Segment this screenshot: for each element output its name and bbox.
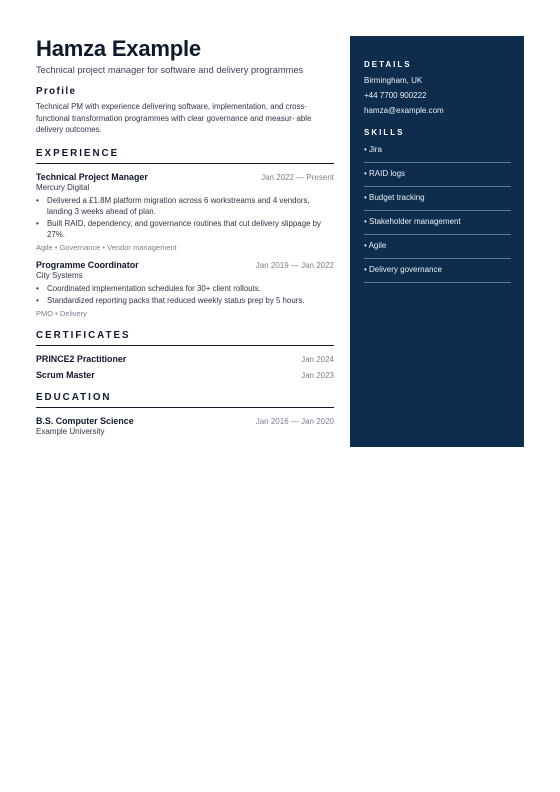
location-text: Birmingham, UK — [364, 76, 423, 85]
certificate-entry — [36, 370, 334, 380]
details-heading: DETAILS — [364, 60, 412, 69]
job-bullet: • Coordinated implementation schedules for 30+ client rollouts. — [47, 283, 334, 294]
profile-text: Technical PM with experience delivering software, implementation, and cross-functional transformation programmes with clear governance and measur- able delivery outcomes. — [36, 102, 312, 134]
phone-text: +44 7700 900222 — [364, 91, 427, 100]
job-company: Mercury Digital — [36, 182, 90, 192]
experience-section — [36, 148, 334, 318]
job-bullet: • Standardized reporting packs that reduced weekly status prep by 5 hours. — [47, 295, 334, 306]
certificate-name: Scrum Master — [36, 369, 95, 380]
certificate-date: Jan 2024 — [301, 354, 334, 364]
experience-heading: EXPERIENCE — [36, 148, 334, 164]
skills-list — [364, 139, 511, 283]
candidate-tagline: Technical project manager for software and delivery programmes — [36, 65, 304, 75]
degree-title: B.S. Computer Science — [36, 415, 134, 426]
education-section — [36, 392, 334, 436]
education-heading: EDUCATION — [36, 392, 334, 408]
job-tags: PMO • Delivery — [36, 308, 87, 318]
education-entry — [36, 416, 334, 436]
job-bullet: • Built RAID, dependency, and governance routines that cut delivery slippage by 27%. — [47, 218, 334, 240]
certificate-name: PRINCE2 Practitioner — [36, 353, 127, 364]
job-bullets — [36, 283, 334, 306]
skill-item: • Stakeholder management — [364, 211, 511, 235]
job-dates: Jan 2019 — Jan 2022 — [255, 260, 334, 270]
job-entry — [36, 260, 334, 318]
email-text: hamza@example.com — [364, 106, 444, 115]
certificate-date: Jan 2023 — [301, 370, 334, 380]
job-company: City Systems — [36, 270, 83, 280]
resume-main — [36, 36, 334, 436]
job-bullets — [36, 195, 334, 240]
job-tags: Agile • Governance • Vendor management — [36, 242, 177, 252]
skill-item: • RAID logs — [364, 163, 511, 187]
skill-item: • Agile — [364, 235, 511, 259]
job-title: Technical Project Manager — [36, 171, 148, 182]
certificates-heading: CERTIFICATES — [36, 330, 334, 346]
skill-item: • Jira — [364, 139, 511, 163]
profile-heading: Profile — [36, 86, 77, 97]
job-entry — [36, 172, 334, 252]
skill-item: • Delivery governance — [364, 259, 511, 283]
sidebar-panel — [350, 36, 524, 447]
skills-heading: SKILLS — [364, 128, 405, 137]
school-name: Example University — [36, 426, 105, 436]
candidate-name: Hamza Example — [36, 36, 201, 61]
certificate-entry — [36, 354, 334, 364]
skill-item: • Budget tracking — [364, 187, 511, 211]
job-dates: Jan 2022 — Present — [261, 172, 334, 182]
education-dates: Jan 2016 — Jan 2020 — [255, 416, 334, 426]
certificates-section — [36, 330, 334, 380]
job-bullet: • Delivered a £1.8M platform migration across 6 workstreams and 4 vendors, landing 3 weeks ahead of plan. — [47, 195, 334, 217]
job-title: Programme Coordinator — [36, 259, 139, 270]
